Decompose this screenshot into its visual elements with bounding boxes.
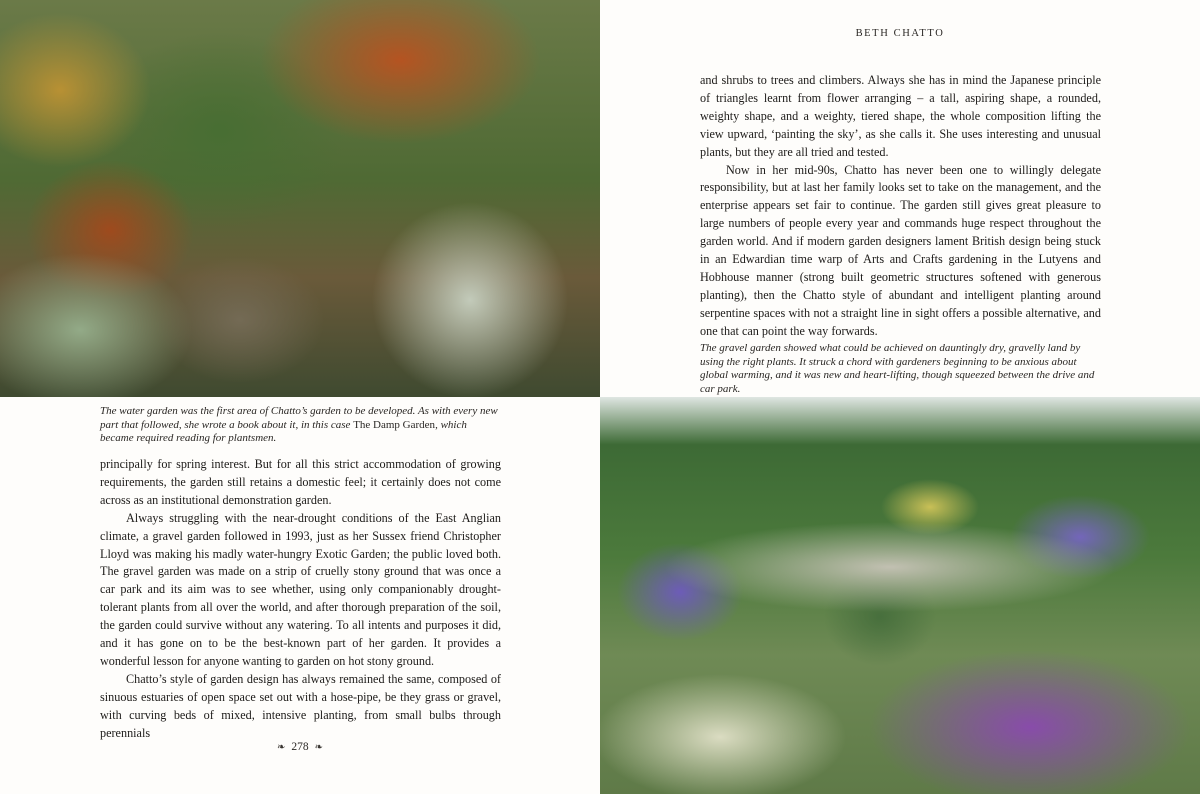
paragraph: and shrubs to trees and climbers. Always she has in mind the Japanese principle of triangles learnt from flower arranging – a tall, aspiring shape, a rounded, weighty shape, and a weighty, tiered shape, the whole composition lifting the view upward, ‘painting the sky’, as she calls it. She uses interesting and unusual plants, but they are all tried and tested. <box>700 73 1101 159</box>
left-body-text <box>100 456 501 743</box>
paragraph: Chatto’s style of garden design has always remained the same, composed of sinuous estuaries of open space set out with a hose-pipe, be they grass or gravel, with curving beds of mixed, intensive planting, from small bulbs through perennials <box>100 671 501 740</box>
ornament-right-icon: ❧ <box>314 742 324 753</box>
gravel-garden-photo <box>600 397 1200 794</box>
water-garden-photo <box>0 0 600 397</box>
page-number-value: 278 <box>291 741 309 753</box>
right-body-text <box>700 72 1101 341</box>
paragraph: Always struggling with the near-drought conditions of the East Anglian climate, a gravel garden followed in 1993, just as her Sussex friend Christopher Lloyd was making his madly water-hungry Exotic Garden; the public loved both. The gravel garden was made on a strip of cruelly stony ground that was once a car park and its aim was to see whether, using only companionably drought-tolerant plants from all over the world, and after thorough preparation of the soil, the garden could survive without any watering. To all intents and purposes it did, and it has gone on to be the best-known part of her garden. It provides a wonderful lesson for anyone wanting to garden on hot stony ground. <box>100 510 501 668</box>
ornament-left-icon: ❧ <box>276 742 286 753</box>
right-page <box>600 0 1200 794</box>
paragraph: Now in her mid-90s, Chatto has never been one to willingly delegate responsibility, but at last her family looks set to take on the management, and the enterprise appears set fair to continue. The garden still gives great pleasure to large numbers of people every year and commands huge respect throughout the garden world. And if modern garden designers lament British design being stuck in an Edwardian time warp of Arts and Crafts gardening in the Lutyens and Hobhouse manner (strong built geometric structures softened with generous planting), then the Chatto style of abundant and intelligent planting around serpentine spaces with not a straight line in sight offers a possible alternative, and one that can point the way forwards. <box>700 162 1101 338</box>
page-number <box>0 741 600 753</box>
paragraph: principally for spring interest. But for all this strict accommodation of growing requirements, the garden still retains a domestic feel; it certainly does not come across as an institutional demonstration garden. <box>100 457 501 507</box>
book-title: The Damp Garden <box>353 418 436 431</box>
running-head: BETH CHATTO <box>855 28 945 39</box>
gravel-garden-caption: The gravel garden showed what could be achieved on dauntingly dry, gravelly land by using the right plants. It struck a chord with gardeners beginning to be anxious about global warming, and it was new and heart-lifting, though squeezed between the drive and car park. <box>700 342 1095 395</box>
caption-text-after: , which became required reading for plantsmen. <box>100 418 467 445</box>
water-garden-caption <box>100 405 500 446</box>
caption-text-before: The water garden was the first area of Chatto’s garden to be developed. As with every new part that followed, she wrote a book about it, in this case <box>100 405 498 431</box>
